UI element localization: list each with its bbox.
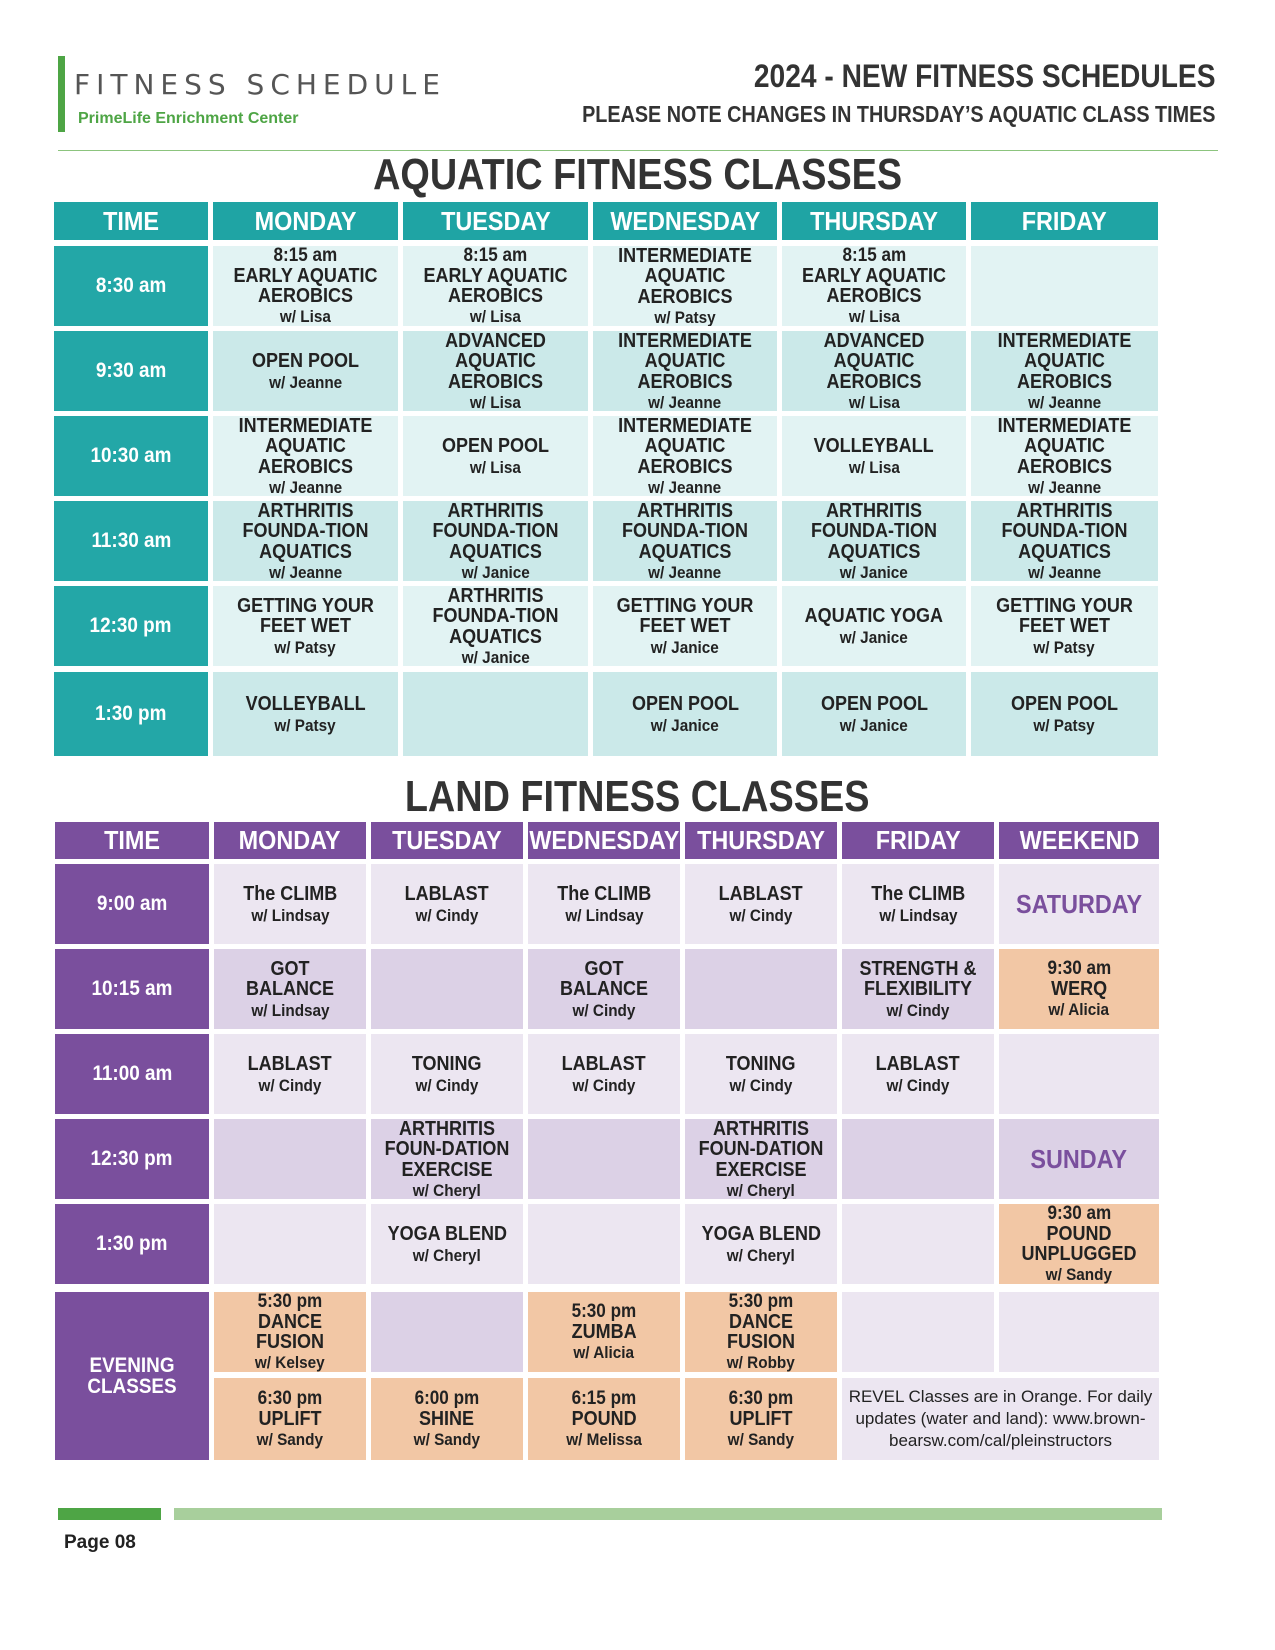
- class-instructor: w/ Janice: [839, 562, 909, 581]
- aquatic-time-slot: [54, 246, 208, 326]
- class-name: OPEN POOL: [631, 693, 739, 716]
- class-name: TONING: [726, 1053, 796, 1076]
- class-name: INTERMEDIATE AQUATIC AEROBICS: [618, 416, 752, 478]
- land-time-slot: [55, 1204, 209, 1284]
- class-instructor: w/ Jeanne: [1027, 562, 1102, 581]
- aquatic-class-cell: [403, 501, 588, 581]
- class-name: GETTING YOUR FEET WET: [996, 594, 1133, 638]
- aquatic-class-cell: [971, 501, 1158, 581]
- class-name: INTERMEDIATE AQUATIC AEROBICS: [238, 416, 373, 478]
- class-name: VOLLEYBALL: [245, 693, 366, 716]
- header-accent-bar: [58, 56, 65, 132]
- class-time: 5:30 pm: [257, 1292, 323, 1313]
- land-class-cell: [685, 864, 837, 944]
- header-label: TUESDAY: [440, 205, 551, 236]
- land-class-cell: [214, 1034, 366, 1114]
- aquatic-class-cell: [593, 246, 777, 326]
- land-class-cell: [842, 1119, 994, 1199]
- class-instructor: w/ Cheryl: [412, 1245, 482, 1265]
- aquatic-class-cell: [971, 416, 1158, 496]
- class-instructor: w/ Lisa: [848, 392, 900, 411]
- class-instructor: w/ Cindy: [729, 905, 793, 925]
- class-name: EARLY AQUATIC AEROBICS: [233, 264, 378, 308]
- header-label: WEDNESDAY: [610, 205, 760, 236]
- subheadline: PLEASE NOTE CHANGES IN THURSDAY’S AQUATIC CLASS TIMES: [581, 101, 1215, 127]
- aquatic-class-cell: [782, 246, 966, 326]
- aquatic-time-slot: [54, 501, 208, 581]
- aquatic-class-cell: [593, 672, 777, 756]
- land-class-cell: [999, 949, 1159, 1029]
- time-label: 8:30 am: [95, 274, 167, 298]
- class-instructor: w/ Jeanne: [268, 477, 343, 496]
- land-time-slot: [55, 1119, 209, 1199]
- land-class-cell: [214, 1119, 366, 1199]
- land-header-thursday: [685, 822, 837, 859]
- class-instructor: w/ Cindy: [886, 1075, 950, 1095]
- class-instructor: w/ Lisa: [469, 457, 522, 477]
- class-instructor: w/ Janice: [839, 627, 909, 647]
- aquatic-class-cell: [593, 586, 777, 666]
- class-name: ARTHRITIS FOUNDA-TION AQUATICS: [1001, 501, 1128, 563]
- class-instructor: w/ Jeanne: [268, 372, 343, 392]
- class-instructor: w/ Sandy: [727, 1430, 795, 1450]
- class-name: GOT BALANCE: [245, 957, 335, 1001]
- class-instructor: w/ Cheryl: [726, 1245, 796, 1265]
- land-section-title: LAND FITNESS CLASSES: [405, 772, 870, 821]
- evening-classes-label: [55, 1292, 209, 1460]
- headline-block: [479, 58, 1216, 128]
- aquatic-class-cell: [213, 501, 398, 581]
- class-name: ARTHRITIS FOUNDA-TION AQUATICS: [432, 501, 559, 563]
- aquatic-class-cell: [403, 672, 588, 756]
- footer-accent-bar: [58, 1508, 161, 1520]
- aquatic-class-cell: [593, 416, 777, 496]
- class-instructor: w/ Melissa: [566, 1430, 642, 1450]
- class-instructor: w/ Cindy: [572, 1000, 636, 1020]
- header-label: MONDAY: [239, 825, 341, 856]
- class-name: AQUATIC YOGA: [804, 605, 944, 628]
- footer-bar: [174, 1508, 1162, 1520]
- class-instructor: w/ Cindy: [886, 1000, 950, 1020]
- evening-class-cell: [214, 1292, 366, 1372]
- land-class-cell: [371, 949, 523, 1029]
- land-class-cell: [999, 1204, 1159, 1284]
- land-class-cell: [842, 864, 994, 944]
- class-name: The CLIMB: [871, 883, 965, 906]
- aquatic-header-wednesday: [593, 202, 777, 240]
- class-instructor: w/ Lindsay: [250, 1000, 330, 1020]
- evening-class-cell: [528, 1378, 680, 1460]
- class-name: LABLAST: [718, 883, 803, 906]
- evening-class-cell: [685, 1378, 837, 1460]
- class-name: ADVANCED AQUATIC AEROBICS: [445, 331, 546, 393]
- aquatic-class-cell: [971, 331, 1158, 411]
- aquatic-class-cell: [403, 416, 588, 496]
- header-label: TIME: [103, 205, 159, 236]
- class-name: YOGA BLEND: [701, 1223, 821, 1246]
- class-instructor: w/ Alicia: [573, 1343, 635, 1363]
- time-label: 11:00 am: [92, 1062, 172, 1086]
- land-class-cell: [999, 864, 1159, 944]
- class-instructor: w/ Lindsay: [878, 905, 958, 925]
- aquatic-class-cell: [782, 501, 966, 581]
- land-class-cell: [371, 864, 523, 944]
- aquatic-header-thursday: [782, 202, 966, 240]
- aquatic-time-slot: [54, 331, 208, 411]
- aquatic-header-time: [54, 202, 208, 240]
- class-name: OPEN POOL: [1010, 693, 1119, 716]
- revel-note-text: REVEL Classes are in Orange. For daily updates (water and land): www.brown-bearsw.com/cal/pleinstructors: [848, 1386, 1153, 1451]
- class-name: SHINE: [419, 1407, 475, 1430]
- class-name: INTERMEDIATE AQUATIC AEROBICS: [618, 246, 752, 308]
- aquatic-header-tuesday: [403, 202, 588, 240]
- aquatic-class-cell: [971, 586, 1158, 666]
- class-instructor: w/ Cheryl: [726, 1180, 796, 1199]
- class-name: GETTING YOUR FEET WET: [616, 594, 754, 638]
- class-name: INTERMEDIATE AQUATIC AEROBICS: [997, 416, 1132, 478]
- class-instructor: w/ Sandy: [256, 1430, 324, 1450]
- aquatic-class-cell: [213, 416, 398, 496]
- page-number: Page 08: [64, 1532, 136, 1553]
- class-instructor: w/ Lisa: [469, 392, 522, 411]
- weekend-day-label: SATURDAY: [1015, 888, 1143, 919]
- class-name: DANCE FUSION: [726, 1310, 796, 1354]
- land-header-friday: [842, 822, 994, 859]
- class-instructor: w/ Janice: [461, 647, 530, 666]
- time-label: 11:30 am: [91, 529, 171, 553]
- land-time-slot: [55, 864, 209, 944]
- header-label: WEDNESDAY: [529, 825, 679, 856]
- class-name: EARLY AQUATIC AEROBICS: [801, 264, 947, 308]
- class-name: YOGA BLEND: [387, 1223, 507, 1246]
- class-name: POUND: [571, 1407, 637, 1430]
- class-name: UPLIFT: [258, 1407, 322, 1430]
- class-instructor: w/ Sandy: [413, 1430, 481, 1450]
- class-time: 6:30 pm: [728, 1388, 794, 1410]
- class-time: 8:15 am: [463, 246, 528, 267]
- class-instructor: w/ Janice: [650, 715, 720, 735]
- land-time-slot: [55, 949, 209, 1029]
- time-label: 1:30 pm: [96, 1232, 168, 1256]
- land-header-weekend: [999, 822, 1159, 859]
- class-instructor: w/ Jeanne: [1027, 477, 1102, 496]
- time-label: 9:00 am: [96, 892, 168, 916]
- aquatic-time-slot: [54, 672, 208, 756]
- brand-subtitle: PrimeLife Enrichment Center: [78, 110, 299, 127]
- time-label: 12:30 pm: [91, 1147, 173, 1171]
- aquatic-class-cell: [593, 331, 777, 411]
- class-name: OPEN POOL: [251, 350, 360, 373]
- revel-note: [842, 1378, 1159, 1460]
- class-name: ARTHRITIS FOUNDA-TION AQUATICS: [622, 501, 748, 563]
- land-class-cell: [528, 1204, 680, 1284]
- class-instructor: w/ Alicia: [1048, 1000, 1110, 1020]
- evening-class-cell: [842, 1292, 994, 1372]
- class-instructor: w/ Lisa: [279, 307, 332, 326]
- land-class-cell: [842, 1204, 994, 1284]
- class-instructor: w/ Jeanne: [648, 562, 722, 581]
- aquatic-class-cell: [782, 586, 966, 666]
- land-header-tuesday: [371, 822, 523, 859]
- land-class-cell: [842, 949, 994, 1029]
- header-label: MONDAY: [254, 205, 357, 236]
- class-instructor: w/ Jeanne: [648, 392, 722, 411]
- class-instructor: w/ Lisa: [848, 457, 900, 477]
- class-instructor: w/ Sandy: [1045, 1265, 1113, 1284]
- class-instructor: w/ Lisa: [469, 307, 522, 326]
- class-name: OPEN POOL: [820, 693, 928, 716]
- aquatic-time-slot: [54, 416, 208, 496]
- land-class-cell: [842, 1034, 994, 1114]
- class-name: LABLAST: [404, 883, 489, 906]
- class-instructor: w/ Patsy: [274, 637, 337, 657]
- evening-class-cell: [999, 1292, 1159, 1372]
- land-time-slot: [55, 1034, 209, 1114]
- header-label: THURSDAY: [697, 825, 825, 856]
- class-instructor: w/ Patsy: [1033, 637, 1096, 657]
- aquatic-class-cell: [213, 672, 398, 756]
- land-header-wednesday: [528, 822, 680, 859]
- evening-class-cell: [214, 1378, 366, 1460]
- class-name: ADVANCED AQUATIC AEROBICS: [823, 331, 925, 393]
- aquatic-class-cell: [782, 672, 966, 756]
- class-time: 5:30 pm: [728, 1292, 794, 1313]
- land-class-cell: [214, 949, 366, 1029]
- header-label: FRIDAY: [1022, 205, 1107, 236]
- header-label: FRIDAY: [875, 825, 961, 856]
- class-instructor: w/ Cindy: [729, 1075, 793, 1095]
- time-label: 9:30 am: [95, 359, 167, 383]
- class-name: ARTHRITIS FOUNDA-TION AQUATICS: [811, 501, 937, 563]
- class-name: EARLY AQUATIC AEROBICS: [423, 264, 568, 308]
- aquatic-class-cell: [593, 501, 777, 581]
- land-class-cell: [685, 1034, 837, 1114]
- aquatic-section-title: AQUATIC FITNESS CLASSES: [372, 150, 903, 199]
- class-instructor: w/ Cindy: [572, 1075, 636, 1095]
- land-header-time: [55, 822, 209, 859]
- class-time: 9:30 am: [1047, 1204, 1111, 1225]
- class-instructor: w/ Patsy: [654, 307, 716, 326]
- class-instructor: w/ Jeanne: [648, 477, 722, 496]
- class-instructor: w/ Kelsey: [255, 1353, 325, 1372]
- headline: 2024 - NEW FITNESS SCHEDULES: [753, 58, 1215, 94]
- aquatic-class-cell: [403, 246, 588, 326]
- evening-class-cell: [371, 1292, 523, 1372]
- land-class-cell: [528, 949, 680, 1029]
- class-name: ARTHRITIS FOUN-DATION EXERCISE: [384, 1119, 510, 1181]
- aquatic-header-monday: [213, 202, 398, 240]
- class-name: OPEN POOL: [441, 435, 550, 458]
- class-instructor: w/ Jeanne: [1027, 392, 1102, 411]
- class-name: INTERMEDIATE AQUATIC AEROBICS: [997, 331, 1132, 393]
- land-class-cell: [528, 1034, 680, 1114]
- header-label: TUESDAY: [392, 825, 502, 856]
- time-label: EVENING CLASSES: [87, 1353, 177, 1398]
- land-class-cell: [685, 949, 837, 1029]
- class-instructor: w/ Janice: [839, 715, 909, 735]
- class-name: ARTHRITIS FOUNDA-TION AQUATICS: [242, 501, 369, 563]
- land-class-cell: [685, 1204, 837, 1284]
- class-instructor: w/ Janice: [650, 637, 720, 657]
- land-class-cell: [214, 864, 366, 944]
- class-instructor: w/ Lindsay: [564, 905, 644, 925]
- evening-class-cell: [528, 1292, 680, 1372]
- class-instructor: w/ Lindsay: [250, 905, 330, 925]
- land-class-cell: [214, 1204, 366, 1284]
- land-class-cell: [685, 1119, 837, 1199]
- land-class-cell: [371, 1034, 523, 1114]
- brand-title: FITNESS SCHEDULE: [74, 68, 446, 101]
- class-name: LABLAST: [247, 1053, 332, 1076]
- class-name: ZUMBA: [571, 1320, 637, 1343]
- class-instructor: w/ Cindy: [415, 1075, 479, 1095]
- land-class-cell: [371, 1119, 523, 1199]
- class-time: 6:00 pm: [414, 1388, 480, 1410]
- land-class-cell: [999, 1119, 1159, 1199]
- class-name: TONING: [412, 1053, 482, 1076]
- aquatic-class-cell: [403, 331, 588, 411]
- time-label: 12:30 pm: [90, 614, 172, 638]
- time-label: 1:30 pm: [95, 702, 167, 726]
- land-class-cell: [528, 1119, 680, 1199]
- class-name: GETTING YOUR FEET WET: [237, 594, 374, 638]
- class-name: GOT BALANCE: [559, 957, 649, 1001]
- class-time: 8:15 am: [273, 246, 338, 267]
- class-name: VOLLEYBALL: [813, 435, 935, 458]
- class-instructor: w/ Cheryl: [412, 1180, 482, 1199]
- weekend-day-label: SUNDAY: [1030, 1143, 1128, 1174]
- header-label: THURSDAY: [810, 205, 938, 236]
- aquatic-class-cell: [213, 246, 398, 326]
- header-label: WEEKEND: [1019, 825, 1139, 856]
- land-class-cell: [528, 864, 680, 944]
- class-name: The CLIMB: [557, 883, 651, 906]
- class-name: INTERMEDIATE AQUATIC AEROBICS: [618, 331, 752, 393]
- land-class-cell: [999, 1034, 1159, 1114]
- class-time: 6:15 pm: [571, 1388, 637, 1410]
- time-label: 10:15 am: [91, 977, 173, 1001]
- evening-class-cell: [371, 1378, 523, 1460]
- class-name: ARTHRITIS FOUN-DATION EXERCISE: [698, 1119, 824, 1181]
- aquatic-class-cell: [213, 331, 398, 411]
- class-time: 6:30 pm: [257, 1388, 323, 1410]
- class-instructor: w/ Patsy: [1033, 715, 1096, 735]
- aquatic-class-cell: [971, 672, 1158, 756]
- class-instructor: w/ Jeanne: [268, 562, 343, 581]
- class-instructor: w/ Cindy: [415, 905, 479, 925]
- time-label: 10:30 am: [90, 444, 172, 468]
- aquatic-time-slot: [54, 586, 208, 666]
- aquatic-class-cell: [782, 331, 966, 411]
- class-instructor: w/ Lisa: [848, 307, 900, 326]
- class-name: ARTHRITIS FOUNDA-TION AQUATICS: [432, 586, 559, 648]
- evening-class-cell: [685, 1292, 837, 1372]
- aquatic-header-friday: [971, 202, 1158, 240]
- class-name: LABLAST: [561, 1053, 646, 1076]
- class-name: UPLIFT: [729, 1407, 793, 1430]
- land-class-cell: [371, 1204, 523, 1284]
- class-name: DANCE FUSION: [255, 1310, 325, 1354]
- aquatic-class-cell: [782, 416, 966, 496]
- class-name: The CLIMB: [243, 883, 337, 906]
- class-time: 8:15 am: [842, 246, 906, 267]
- class-instructor: w/ Patsy: [274, 715, 337, 735]
- aquatic-class-cell: [403, 586, 588, 666]
- class-name: STRENGTH & FLEXIBILITY: [859, 957, 977, 1001]
- class-time: 5:30 pm: [571, 1301, 637, 1323]
- class-name: POUND UNPLUGGED: [1021, 1222, 1137, 1266]
- land-header-monday: [214, 822, 366, 859]
- class-instructor: w/ Cindy: [258, 1075, 322, 1095]
- class-instructor: w/ Janice: [461, 562, 530, 581]
- aquatic-class-cell: [971, 246, 1158, 326]
- class-name: LABLAST: [875, 1053, 960, 1076]
- aquatic-class-cell: [213, 586, 398, 666]
- class-time: 9:30 am: [1047, 958, 1111, 980]
- class-instructor: w/ Robby: [726, 1353, 796, 1372]
- class-name: WERQ: [1051, 977, 1107, 1000]
- header-label: TIME: [104, 825, 160, 856]
